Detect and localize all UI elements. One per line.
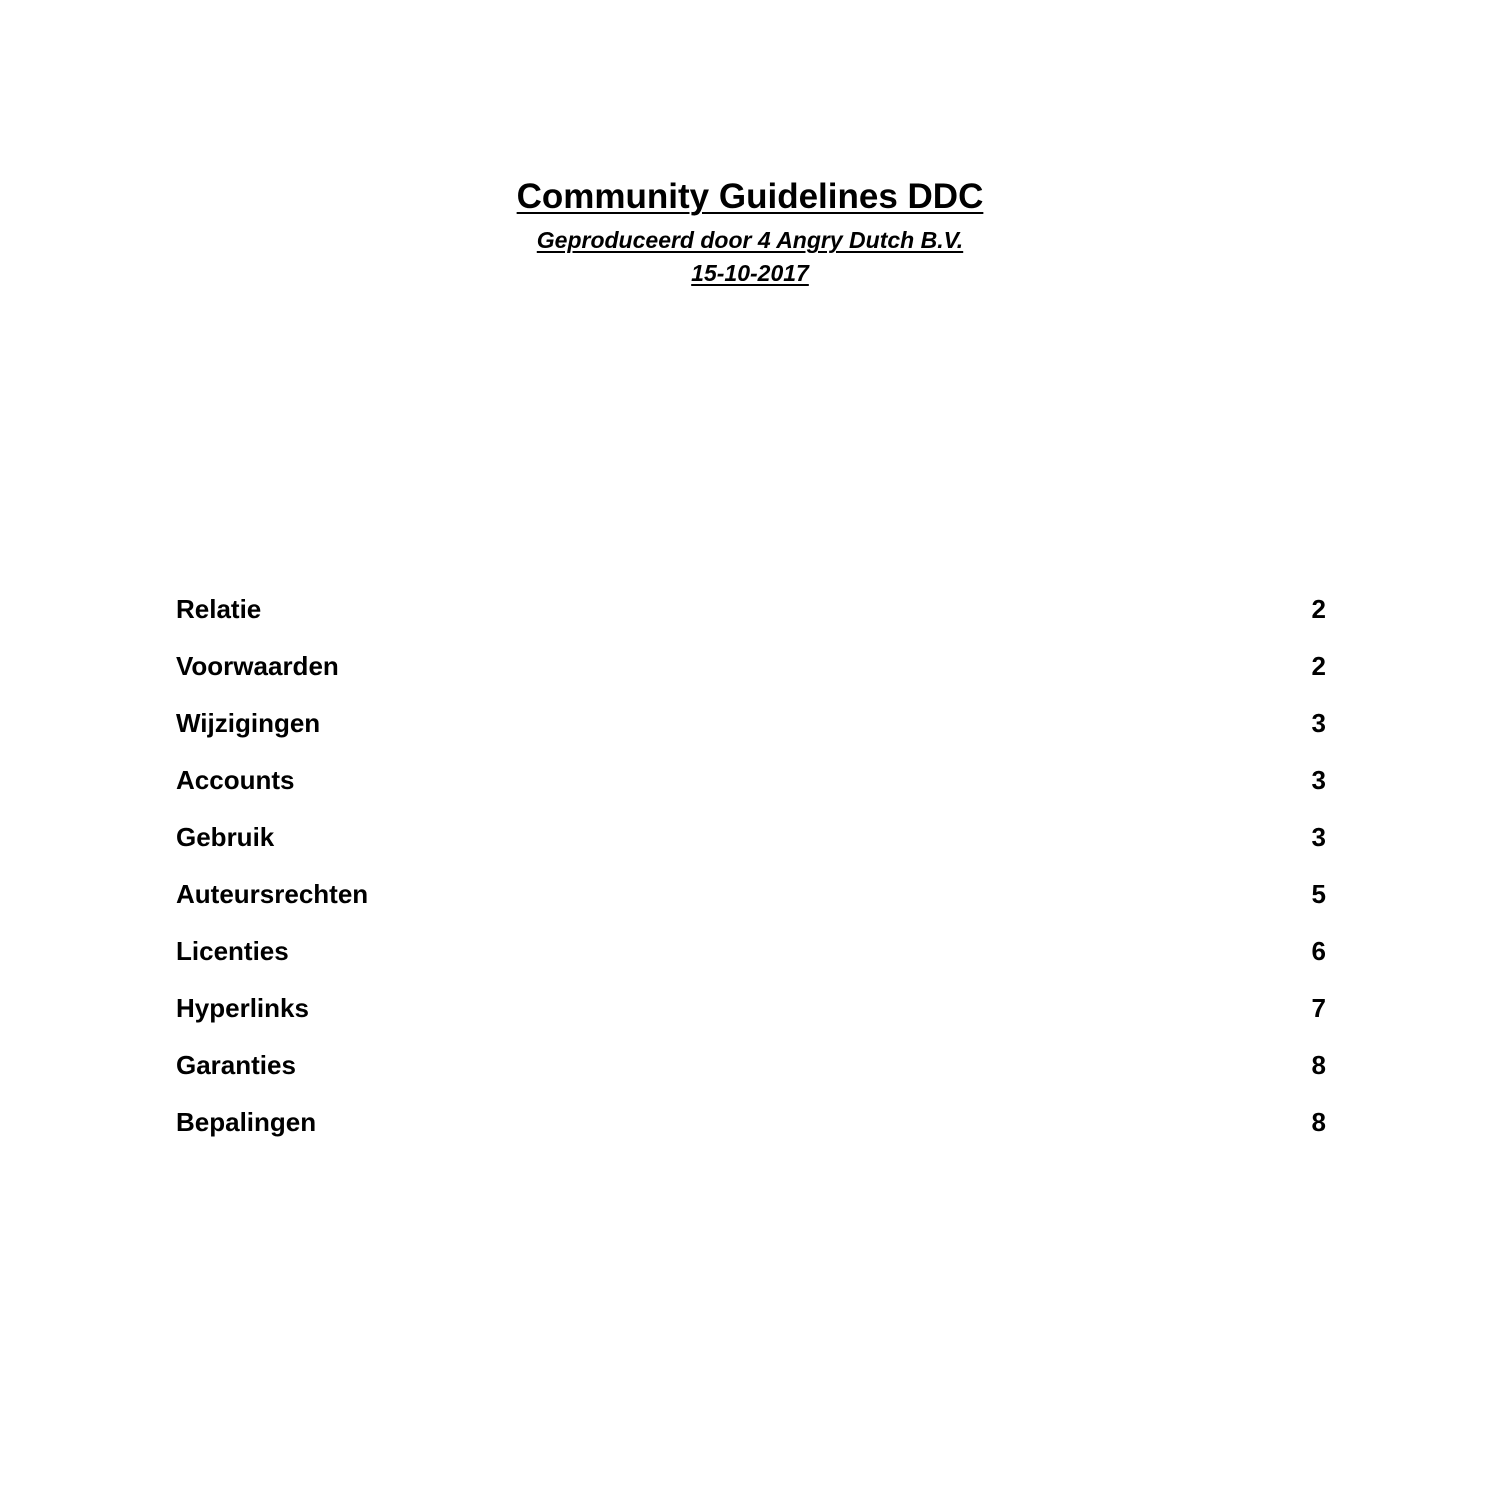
toc-entry-label: Licenties bbox=[176, 936, 289, 966]
toc-entry-wijzigingen bbox=[176, 707, 1326, 764]
toc-entry-page-number: 2 bbox=[1311, 651, 1326, 681]
toc-entry-label: Relatie bbox=[176, 594, 262, 624]
toc-entry-label: Voorwaarden bbox=[176, 651, 339, 681]
toc-entry-licenties bbox=[176, 935, 1326, 992]
toc-entry-relatie bbox=[176, 593, 1326, 650]
toc-entry-label: Bepalingen bbox=[176, 1107, 317, 1137]
toc-entry-bepalingen bbox=[176, 1106, 1326, 1163]
toc-entry-label: Hyperlinks bbox=[176, 993, 309, 1023]
toc-entry-page-number: 7 bbox=[1311, 993, 1326, 1023]
toc-entry-page-number: 5 bbox=[1311, 879, 1326, 909]
toc-entry-page-number: 3 bbox=[1311, 708, 1326, 738]
toc-entry-gebruik bbox=[176, 821, 1326, 878]
table-of-contents bbox=[176, 593, 1326, 1163]
toc-entry-page-number: 8 bbox=[1311, 1107, 1326, 1137]
toc-entry-garanties bbox=[176, 1049, 1326, 1106]
document-subtitle: Geproduceerd door 4 Angry Dutch B.V. bbox=[536, 227, 964, 253]
toc-entry-page-number: 3 bbox=[1311, 822, 1326, 852]
toc-entry-hyperlinks bbox=[176, 992, 1326, 1049]
toc-entry-page-number: 2 bbox=[1311, 594, 1326, 624]
toc-entry-voorwaarden bbox=[176, 650, 1326, 707]
toc-entry-page-number: 8 bbox=[1311, 1050, 1326, 1080]
toc-entry-page-number: 3 bbox=[1311, 765, 1326, 795]
toc-entry-auteursrechten bbox=[176, 878, 1326, 935]
toc-entry-label: Accounts bbox=[176, 765, 295, 795]
toc-entry-accounts bbox=[176, 764, 1326, 821]
toc-entry-label: Gebruik bbox=[176, 822, 275, 852]
toc-entry-label: Auteursrechten bbox=[176, 879, 369, 909]
toc-entry-label: Wijzigingen bbox=[176, 708, 321, 738]
toc-entry-page-number: 6 bbox=[1311, 936, 1326, 966]
document-title: Community Guidelines DDC bbox=[516, 177, 984, 216]
document-date: 15-10-2017 bbox=[691, 260, 809, 286]
toc-entry-label: Garanties bbox=[176, 1050, 296, 1080]
